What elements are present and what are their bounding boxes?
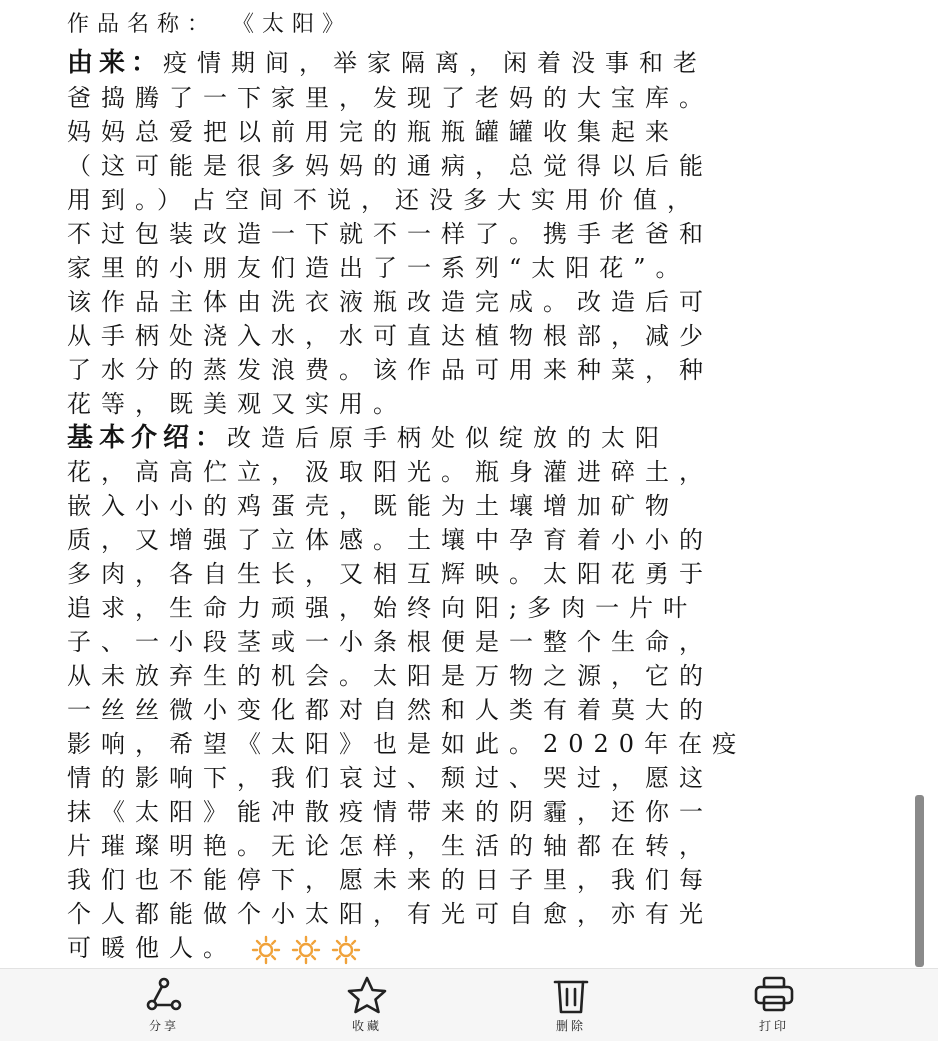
sun-emojis xyxy=(251,935,361,965)
print-label: 打印 xyxy=(758,1019,789,1033)
origin-line-9: 从手柄处浇入水，水可直达植物根部，减少 xyxy=(67,322,713,350)
origin-line-2: 爸捣腾了一下家里，发现了老妈的大宝库。 xyxy=(67,84,713,112)
intro-line-8: 从未放弃生的机会。太阳是万物之源，它的 xyxy=(67,662,713,690)
star-icon xyxy=(345,975,389,1015)
intro-line-7: 子、一小段茎或一小条根便是一整个生命， xyxy=(67,628,713,656)
favorite-label: 收藏 xyxy=(351,1019,382,1033)
work-title: 作品名称： 《太阳》 xyxy=(67,12,352,37)
intro-line-6: 追求，生命力顽强，始终向阳;多肉一片叶 xyxy=(67,594,698,622)
print-button[interactable] xyxy=(734,975,814,1037)
scrollbar-thumb[interactable] xyxy=(915,795,924,967)
sun-icon xyxy=(251,935,281,965)
delete-label: 删除 xyxy=(555,1019,586,1033)
origin-line-3: 妈妈总爱把以前用完的瓶瓶罐罐收集起来 xyxy=(67,118,679,146)
origin-line-5: 用到。）占空间不说，还没多大实用价值， xyxy=(67,186,701,214)
trash-icon xyxy=(549,975,593,1015)
intro-line-11: 情的影响下，我们哀过、颓过、哭过，愿这 xyxy=(67,764,713,792)
delete-button[interactable] xyxy=(531,975,611,1037)
origin-line-10: 了水分的蒸发浪费。该作品可用来种菜，种 xyxy=(67,356,713,384)
intro-line-4: 质，又增强了立体感。土壤中孕育着小小的 xyxy=(67,526,713,554)
intro-line-16: 可暖他人。 xyxy=(67,931,867,965)
sun-icon xyxy=(331,935,361,965)
share-label: 分享 xyxy=(148,1019,179,1033)
bottom-toolbar xyxy=(0,968,938,1041)
intro-line-15: 个人都能做个小太阳，有光可自愈，亦有光 xyxy=(67,900,713,928)
intro-line-3: 嵌入小小的鸡蛋壳，既能为土壤增加矿物 xyxy=(67,492,679,520)
printer-icon xyxy=(752,975,796,1015)
origin-line-1: 由来：疫情期间，举家隔离，闲着没事和老 xyxy=(67,48,708,78)
intro-line-10: 影响，希望《太阳》也是如此。2020年在疫 xyxy=(67,730,747,758)
intro-line-1: 基本介绍：改造后原手柄处似绽放的太阳 xyxy=(67,423,670,453)
intro-line-13: 片璀璨明艳。无论怎样，生活的轴都在转， xyxy=(67,832,713,860)
origin-line-6: 不过包装改造一下就不一样了。携手老爸和 xyxy=(67,220,713,248)
favorite-button[interactable] xyxy=(327,975,407,1037)
intro-line-12: 抹《太阳》能冲散疫情带来的阴霾，还你一 xyxy=(67,798,713,826)
origin-line-8: 该作品主体由洗衣液瓶改造完成。改造后可 xyxy=(67,288,713,316)
intro-line-5: 多肉，各自生长，又相互辉映。太阳花勇于 xyxy=(67,560,713,588)
intro-heading: 基本介绍： xyxy=(67,423,228,453)
intro-line-2: 花，高高伫立，汲取阳光。瓶身灌进碎土， xyxy=(67,458,713,486)
origin-line-7: 家里的小朋友们造出了一系列“太阳花”。 xyxy=(67,254,690,282)
origin-line-11: 花等，既美观又实用。 xyxy=(67,390,407,418)
share-button[interactable] xyxy=(124,975,204,1037)
intro-line-14: 我们也不能停下，愿未来的日子里，我们每 xyxy=(67,866,713,894)
share-icon xyxy=(142,975,186,1015)
origin-heading: 由来： xyxy=(67,48,164,78)
origin-line-4: （这可能是很多妈妈的通病，总觉得以后能 xyxy=(67,152,713,180)
sun-icon xyxy=(291,935,321,965)
intro-line-9: 一丝丝微小变化都对自然和人类有着莫大的 xyxy=(67,696,713,724)
